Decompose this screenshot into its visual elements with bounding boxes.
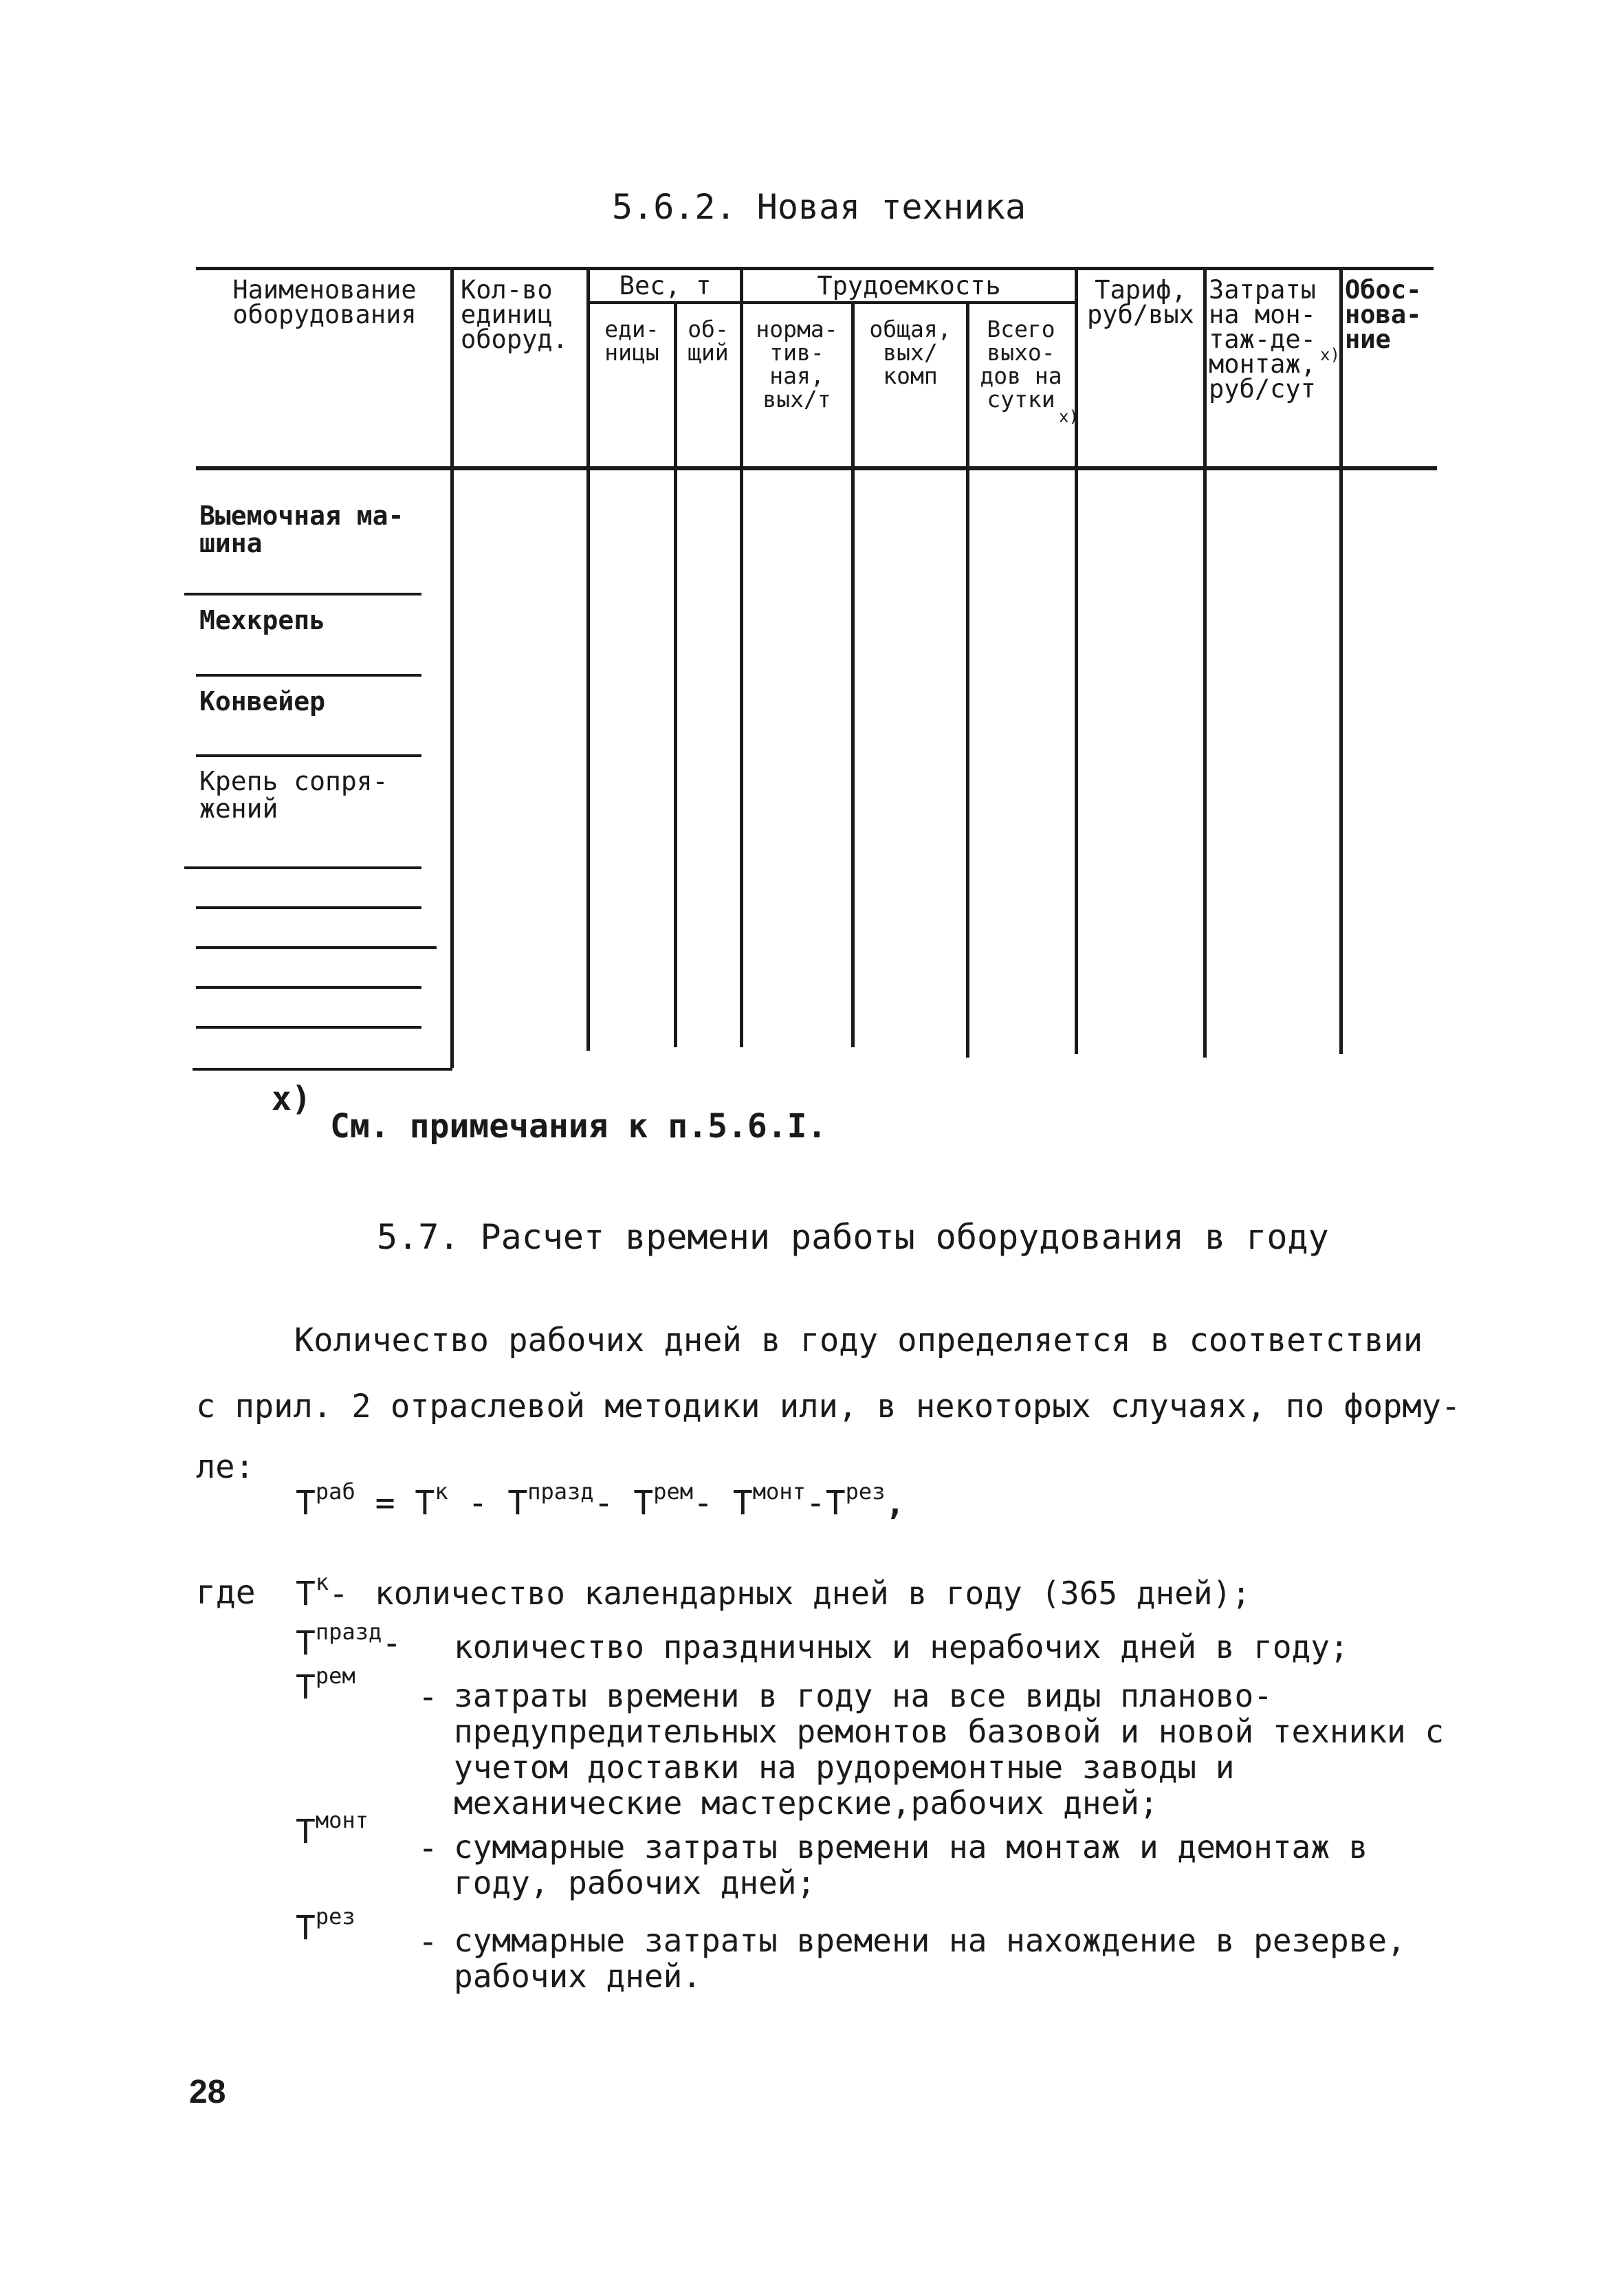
- col-divider: [1075, 267, 1078, 1054]
- header-tariff: Тариф, руб/вых: [1087, 275, 1194, 329]
- where-symbol-letter: T: [296, 1575, 316, 1613]
- row-divider: [196, 906, 421, 909]
- formula-sup-rez: рез: [845, 1478, 886, 1505]
- where-symbol: [296, 1569, 349, 1613]
- row-label: Выемочная ма- шина: [199, 501, 404, 558]
- where-dash: -: [418, 1678, 438, 1716]
- header-labor-norm: норма- тив- ная, вых/т: [756, 316, 838, 413]
- where-symbol-sup: празд: [315, 1619, 382, 1645]
- row-divider: [184, 593, 421, 595]
- row-label: Конвейер: [199, 686, 326, 717]
- header-name: Наименование оборудования: [232, 275, 417, 329]
- formula-minus: -: [805, 1484, 826, 1522]
- formula-sup-k: к: [435, 1478, 448, 1505]
- row-divider: [196, 754, 421, 757]
- section-title: 5.6.2. Новая техника: [612, 187, 1027, 227]
- where-symbol-sup: монт: [315, 1807, 369, 1833]
- where-dash: -: [382, 1624, 402, 1663]
- paragraph-line: ле:: [196, 1448, 254, 1486]
- row-divider: [196, 986, 421, 989]
- formula-sup-mont: монт: [752, 1478, 806, 1505]
- where-symbol-sup: рем: [315, 1663, 355, 1689]
- header-labor-per-day-mark: x): [1059, 407, 1079, 426]
- table-bottom-rule: [193, 1068, 452, 1071]
- header-weight-unit: еди- ницы: [604, 316, 659, 366]
- formula-minus: -: [593, 1484, 614, 1522]
- where-symbol-letter: T: [296, 1909, 316, 1947]
- col-divider: [966, 301, 969, 1058]
- formula-comma: ,: [885, 1484, 906, 1522]
- header-weight-total: об- щий: [688, 316, 729, 366]
- row-divider: [196, 674, 421, 677]
- where-symbol-sup: к: [315, 1569, 329, 1595]
- formula-symbol: T: [825, 1484, 846, 1522]
- formula-symbol: T: [633, 1484, 654, 1522]
- header-count: Кол-во единиц оборуд.: [461, 275, 568, 354]
- row-divider: [184, 866, 421, 869]
- where-definition: суммарные затраты времени на нахождение в резерве, рабочих дней.: [454, 1922, 1406, 1995]
- header-labor: Трудоемкость: [817, 271, 1001, 300]
- where-symbol: [296, 1807, 369, 1851]
- row-divider: [196, 1026, 421, 1029]
- where-symbol-letter: T: [296, 1624, 316, 1663]
- where-symbol-letter: T: [296, 1668, 316, 1707]
- header-labor-per-day: Всего выхо- дов на сутки: [980, 316, 1062, 413]
- table-header-rule: [196, 466, 1437, 470]
- where-definition: суммарные затраты времени на монтаж и демонтаж в году, рабочих дней;: [454, 1828, 1368, 1901]
- where-definition: количество праздничных и нерабочих дней в году;: [454, 1628, 1349, 1665]
- header-assembly-cost: Затраты на мон- таж-де- монтаж, руб/сут: [1209, 275, 1316, 404]
- header-weight: Вес, т: [619, 271, 712, 300]
- where-symbol: [296, 1663, 355, 1707]
- formula-minus: -: [693, 1484, 713, 1522]
- col-divider: [450, 267, 454, 1068]
- where-dash: -: [329, 1575, 349, 1613]
- col-divider: [851, 301, 855, 1047]
- where-label: где: [196, 1573, 256, 1612]
- header-assembly-cost-mark: x): [1320, 345, 1340, 364]
- col-divider: [674, 301, 677, 1047]
- row-label: Крепь сопря- жений: [199, 766, 388, 824]
- where-symbol-sup: рез: [315, 1903, 355, 1929]
- where-symbol: [296, 1619, 402, 1663]
- row-divider: [196, 946, 437, 949]
- page-number: 28: [189, 2074, 226, 2110]
- header-labor-total: общая, вых/ комп: [869, 316, 952, 389]
- formula-sup-rem: рем: [653, 1478, 694, 1505]
- formula-sup-rab: раб: [315, 1478, 355, 1505]
- formula-eq: =: [375, 1484, 395, 1522]
- col-divider: [586, 267, 590, 1051]
- where-definition: затраты времени в году на все виды планово- предупредительных ремонтов базовой и новой техники с учетом доставки на рудоремонтные заводы и механические мастерские,рабочих дней;: [454, 1677, 1445, 1822]
- where-symbol-letter: T: [296, 1813, 316, 1851]
- table-top-rule: [196, 267, 1434, 270]
- formula-symbol: T: [732, 1484, 753, 1522]
- formula: [296, 1478, 905, 1522]
- formula-symbol: T: [507, 1484, 528, 1522]
- formula-symbol: T: [415, 1484, 435, 1522]
- paragraph-line: Количество рабочих дней в году определяется в соответствии: [294, 1322, 1423, 1359]
- col-divider: [1203, 267, 1207, 1058]
- formula-symbol: T: [296, 1484, 316, 1522]
- where-symbol: [296, 1903, 355, 1947]
- col-divider: [740, 267, 743, 1047]
- footnote-mark: x): [272, 1080, 311, 1118]
- formula-minus: -: [468, 1484, 488, 1522]
- where-dash: -: [418, 1923, 438, 1961]
- paragraph-line: с прил. 2 отраслевой методики или, в некоторых случаях, по форму-: [196, 1388, 1461, 1425]
- where-definition: количество календарных дней в году (365 дней);: [375, 1575, 1251, 1612]
- row-label: Мехкрепь: [199, 605, 326, 635]
- header-justification: Обос- нова- ние: [1345, 275, 1422, 354]
- formula-sup-prazd: празд: [527, 1478, 594, 1505]
- footnote-text: См. примечания к п.5.6.I.: [330, 1107, 827, 1146]
- section2-title: 5.7. Расчет времени работы оборудования в году: [377, 1217, 1329, 1257]
- where-dash: -: [418, 1829, 438, 1868]
- table-subheader-rule: [588, 301, 1076, 304]
- col-divider: [1339, 267, 1343, 1054]
